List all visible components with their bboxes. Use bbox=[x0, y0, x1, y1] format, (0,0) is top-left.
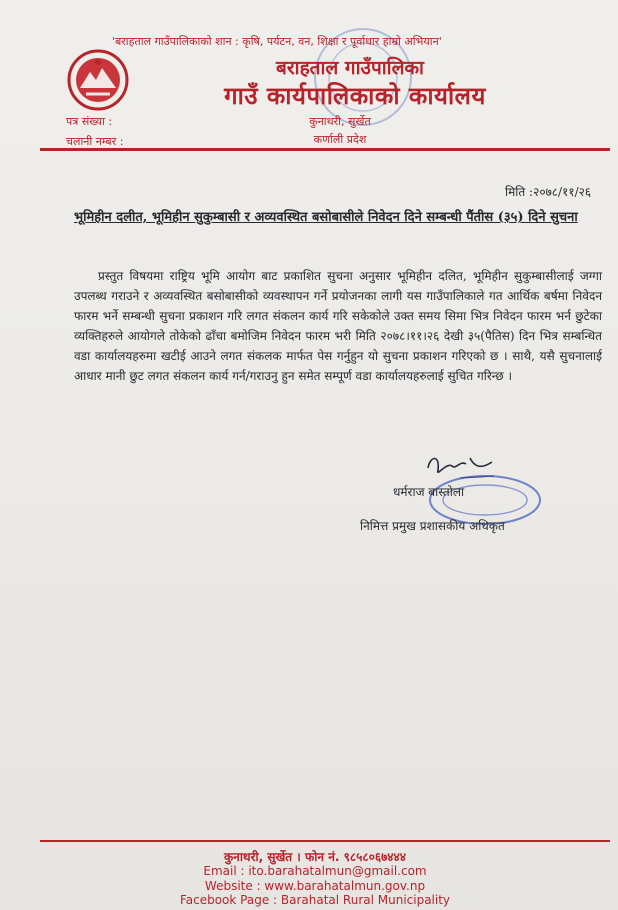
footer-email[interactable]: Email : ito.barahatalmun@gmail.com bbox=[203, 864, 427, 878]
notice-date: मिति :२०७८/११/२६ bbox=[505, 185, 592, 199]
address-line-1: कुनाथरी, सुर्खेत bbox=[309, 115, 371, 128]
nepal-emblem-icon bbox=[66, 48, 130, 112]
header-divider bbox=[40, 148, 610, 151]
dispatch-no-label: चलानी नम्बर : bbox=[66, 135, 124, 148]
signer-title: निमित्त प्रमुख प्रशासकीय अधिकृत bbox=[360, 519, 505, 533]
notice-subject: भूमिहीन दलीत, भूमिहीन सुकुम्बासी र अव्यवस्थित बसोबासीले निवेदन दिने सम्बन्धी पैंतीस (३५) दिने सुचना bbox=[74, 210, 578, 225]
letterhead-slogan: 'बराहताल गाउँपालिकाको शान : कृषि, पर्यटन, वन, शिक्षा र पूर्वाधार हाम्रो अभियान' bbox=[112, 35, 442, 48]
address-line-2: कर्णाली प्रदेश bbox=[313, 133, 367, 146]
office-name: गाउँ कार्यपालिकाको कार्यालय bbox=[224, 82, 486, 110]
signer-name: धर्मराज बास्तोला bbox=[393, 485, 465, 499]
footer-divider bbox=[40, 840, 610, 842]
org-name: बराहताल गाउँपालिका bbox=[276, 57, 424, 79]
footer-website[interactable]: Website : www.barahatalmun.gov.np bbox=[204, 879, 426, 893]
notice-body: प्रस्तुत विषयमा राष्ट्रिय भूमि आयोग बाट प्रकाशित सुचना अनुसार भूमिहीन दलित, भूमिहीन सुकुम्बासीलाई जग्गा उपलब्ध गराउने र अव्यवस्थित बसोबासीको व्यवस्थापन गर्ने प्रयोजनका लागी यस गाउँपालिकाले गत आर्थिक बर्षमा निवेदन फारम भर्ने सम्बन्धी सुचना प्रकाशन गरि लगत संकलन कार्य गरि सकेकोले उक्त समय सिमा भित्र निवेदन फारम भर्न छुटेका व्यक्तिहरुले आयोगले तोकेको ढाँचा बमोजिम निवेदन फारम भरी मिति २०७८।११।२६ देखी ३५(पैतिस) दिन भित्र सम्बन्धित वडा कार्यालयहरुमा खटीई आउने लगत संकलक मार्फत पेस गर्नुहुन यो सुचना प्रकाशन गरिएको छ । साथै, यसै सुचनालाई आधार मानी छुट लगत संकलन कार्य गर्न/गराउनु हुन समेत सम्पूर्ण वडा कार्यालयहरुलाई सुचित गरिन्छ । bbox=[74, 269, 602, 383]
footer-address-phone: कुनाथरी, सुर्खेत । फोन नं. ९८५८०६७४४४ bbox=[223, 850, 407, 864]
letter-no-label: पत्र संख्या : bbox=[66, 115, 113, 128]
footer-facebook[interactable]: Facebook Page : Barahatal Rural Municipality bbox=[179, 893, 451, 907]
